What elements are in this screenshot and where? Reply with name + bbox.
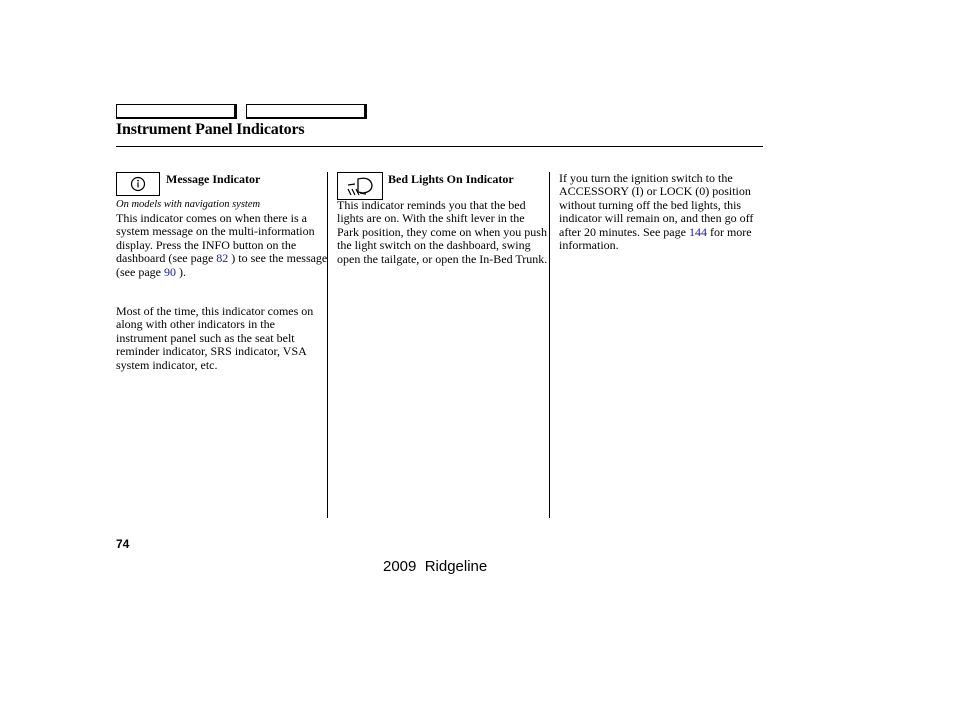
page-link-82[interactable]: 82 xyxy=(216,251,229,266)
bed-lights-heading: Bed Lights On Indicator xyxy=(388,172,514,186)
title-rule xyxy=(116,146,763,147)
text-segment: for more information. xyxy=(559,224,752,253)
model-note: On models with navigation system xyxy=(116,199,261,210)
bed-lights-text: This indicator reminds you that the bed lights are on. With the shift lever in the Park position, they come on when you push the light switch on the dashboard, swing open the tailgate, or open the In-Bed Trunk. xyxy=(337,198,548,266)
page-title: Instrument Panel Indicators xyxy=(116,121,305,138)
info-circle-icon xyxy=(116,172,160,196)
text-segment: ) to see the message (see page xyxy=(116,251,328,279)
page-number: 74 xyxy=(116,537,130,551)
nav-tab-1[interactable] xyxy=(116,104,237,119)
text-segment: If you turn the ignition switch to the ACCESSORY (I) or LOCK (0) position without turning off the bed lights, this indicator will remain on, and then go off after 20 minutes. See page xyxy=(559,171,754,239)
message-indicator-heading: Message Indicator xyxy=(166,172,261,186)
footer-model: 2009 Ridgeline xyxy=(383,558,488,575)
message-indicator-text xyxy=(116,212,328,279)
column-divider-2 xyxy=(549,172,550,518)
nav-tab-2[interactable] xyxy=(246,104,367,119)
bed-lights-text-continued xyxy=(559,172,763,252)
message-indicator-text-2: Most of the time, this indicator comes on along with other indicators in the instrument panel such as the seat belt reminder indicator, SRS indicator, VSA system indicator, etc. xyxy=(116,304,314,372)
bed-light-icon xyxy=(337,172,383,200)
page-link-90[interactable]: 90 xyxy=(163,264,176,279)
text-segment: This indicator comes on when there is a system message on the multi-information display. Press the INFO button on the dashboard (see page xyxy=(116,211,315,266)
text-segment: ). xyxy=(178,264,186,279)
page-link-144[interactable]: 144 xyxy=(688,224,707,239)
